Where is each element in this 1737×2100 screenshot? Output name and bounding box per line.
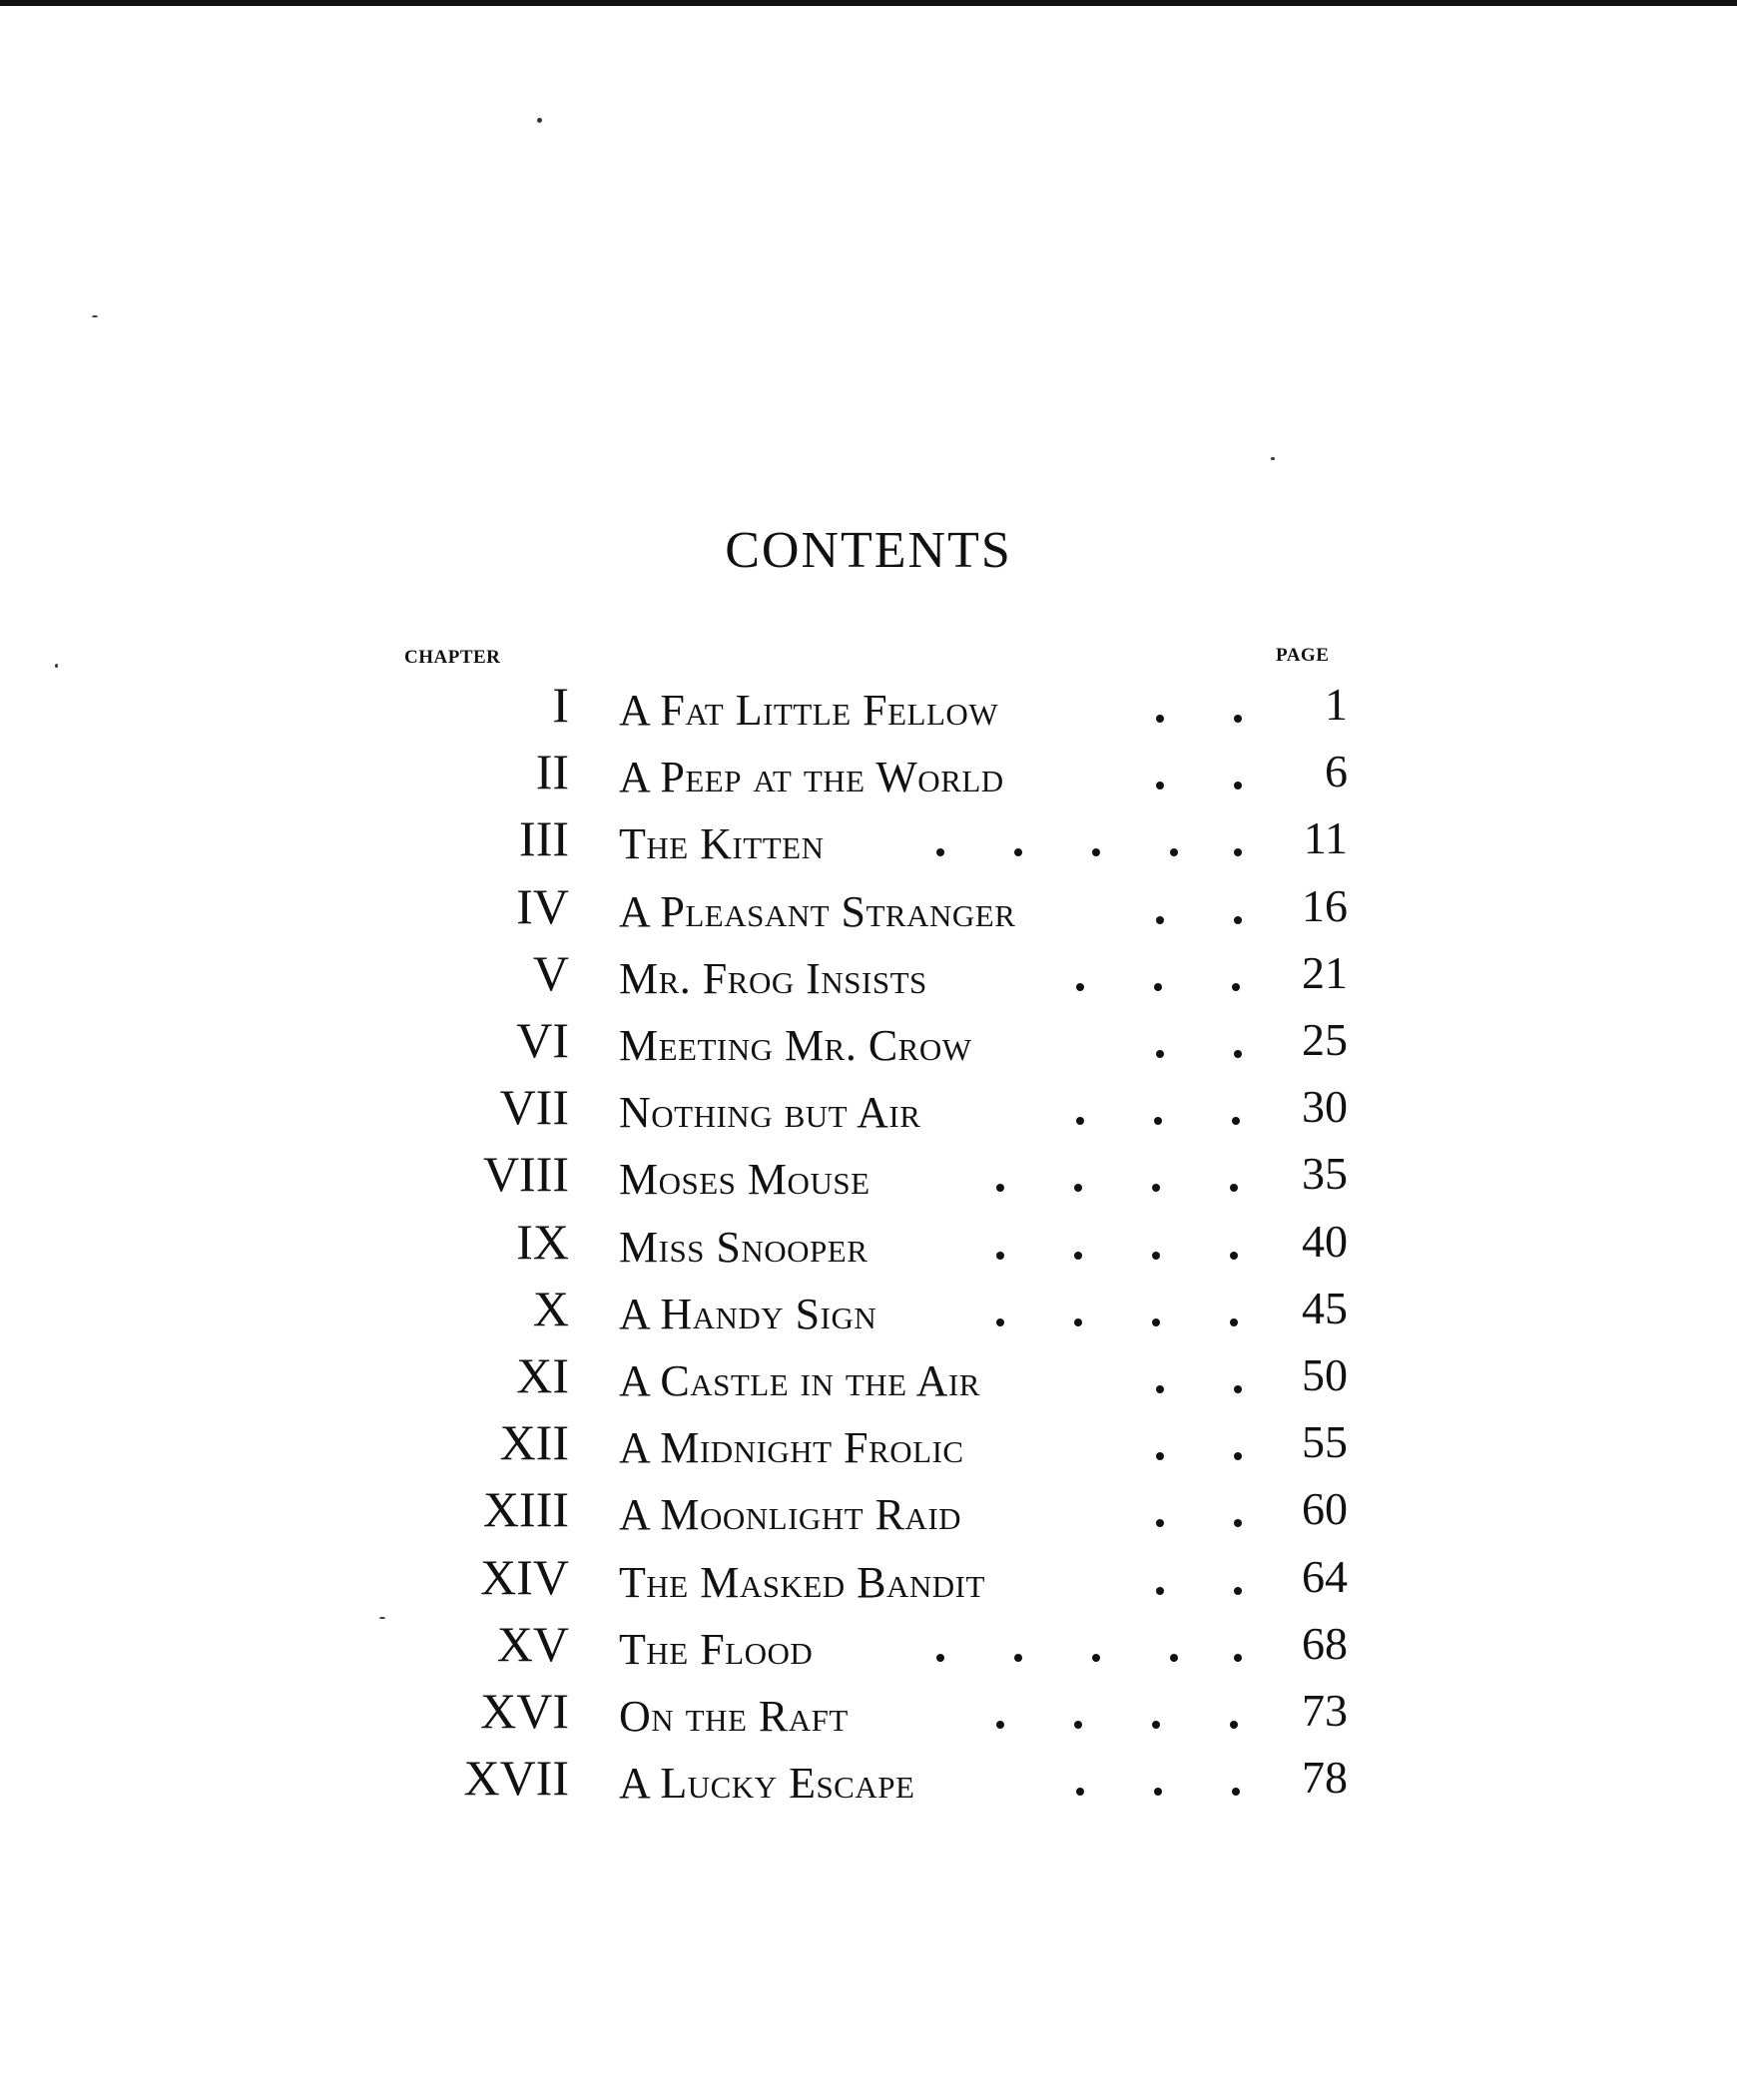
chapter-page-number: 40	[1302, 1215, 1348, 1267]
chapter-numeral: V	[532, 944, 569, 1001]
toc-row	[0, 1615, 1737, 1685]
leader-dot	[996, 1318, 1004, 1326]
chapter-numeral: VII	[499, 1079, 569, 1136]
leader-dot	[1076, 1117, 1084, 1125]
toc-row	[0, 1548, 1737, 1618]
chapter-title: The Kitten	[619, 819, 825, 869]
scan-speck	[537, 118, 542, 123]
leader-dot	[1152, 1721, 1160, 1729]
chapter-title: Moses Mouse	[619, 1155, 870, 1205]
chapter-title: The Masked Bandit	[619, 1557, 985, 1607]
leader-dot	[936, 1654, 944, 1662]
chapter-title: A Castle in the Air	[619, 1356, 980, 1405]
leader-dot	[1156, 1452, 1164, 1460]
chapter-title: A Moonlight Raid	[619, 1490, 962, 1540]
leader-dot	[1074, 1252, 1082, 1260]
chapter-title: A Peep at the World	[619, 753, 1004, 802]
toc-row	[0, 1685, 1737, 1752]
chapter-numeral: X	[532, 1280, 569, 1336]
leader-dot	[1092, 848, 1100, 856]
leader-dot	[1152, 1318, 1160, 1326]
chapter-numeral: I	[552, 677, 569, 733]
toc-row	[0, 812, 1737, 879]
chapter-numeral: XIV	[480, 1548, 569, 1605]
leader-dot	[1156, 916, 1164, 924]
chapter-page-number: 78	[1302, 1752, 1348, 1804]
chapter-numeral: II	[535, 744, 569, 800]
leader-dot	[1154, 983, 1162, 991]
toc-row	[0, 944, 1737, 1014]
leader-dot	[1230, 1318, 1238, 1326]
leader-dot	[1154, 1117, 1162, 1125]
chapter-page-number: 64	[1302, 1550, 1348, 1602]
chapter-page-number: 45	[1302, 1282, 1348, 1333]
chapter-page-number: 60	[1302, 1483, 1348, 1535]
chapter-page-number: 68	[1302, 1617, 1348, 1669]
page-column-label: PAGE	[1276, 645, 1330, 666]
leader-dot	[1230, 1721, 1238, 1729]
chapter-page-number: 73	[1302, 1685, 1348, 1736]
leader-dot	[1156, 715, 1164, 723]
leader-dot	[1232, 1788, 1240, 1796]
page-title: CONTENTS	[725, 522, 1012, 579]
chapter-title: Miss Snooper	[619, 1222, 868, 1272]
chapter-numeral: XVII	[463, 1750, 569, 1807]
chapter-page-number: 55	[1302, 1416, 1348, 1468]
toc-row	[0, 1483, 1737, 1550]
chapter-title: A Fat Little Fellow	[619, 686, 999, 735]
leader-dot	[1152, 1184, 1160, 1192]
toc-row	[0, 1349, 1737, 1416]
chapter-numeral: XI	[516, 1347, 569, 1403]
chapter-numeral: XIII	[482, 1481, 569, 1538]
toc-row	[0, 679, 1737, 746]
chapter-page-number: 16	[1302, 879, 1348, 931]
chapter-title: A Lucky Escape	[619, 1759, 915, 1809]
leader-dot	[1230, 1184, 1238, 1192]
leader-dot	[1234, 1385, 1242, 1393]
leader-dot	[936, 848, 944, 856]
leader-dot	[1232, 1117, 1240, 1125]
leader-dot	[996, 1184, 1004, 1192]
toc-row	[0, 1081, 1737, 1148]
leader-dot	[1156, 782, 1164, 789]
scan-speck	[1271, 457, 1275, 460]
leader-dot	[1156, 1050, 1164, 1058]
leader-dot	[1074, 1721, 1082, 1729]
toc-row	[0, 877, 1737, 947]
leader-dot	[1074, 1184, 1082, 1192]
leader-dot	[1170, 1654, 1178, 1662]
leader-dot	[1234, 1519, 1242, 1527]
leader-dot	[1014, 1654, 1022, 1662]
chapter-numeral: XV	[496, 1615, 569, 1672]
chapter-page-number: 11	[1303, 812, 1348, 864]
toc-row	[0, 1014, 1737, 1081]
chapter-title: A Pleasant Stranger	[619, 886, 1016, 936]
chapter-title: On the Raft	[619, 1692, 849, 1741]
leader-dot	[1156, 1587, 1164, 1595]
leader-dot	[1092, 1654, 1100, 1662]
chapter-numeral: IV	[516, 877, 569, 934]
leader-dot	[1234, 1050, 1242, 1058]
leader-dot	[1152, 1252, 1160, 1260]
leader-dot	[1076, 983, 1084, 991]
leader-dot	[1234, 916, 1242, 924]
leader-dot	[1076, 1788, 1084, 1796]
toc-row	[0, 1148, 1737, 1215]
chapter-page-number: 1	[1325, 679, 1348, 730]
chapter-page-number: 21	[1302, 946, 1348, 998]
toc-row	[0, 1752, 1737, 1819]
chapter-title: Nothing but Air	[619, 1088, 921, 1138]
chapter-page-number: 30	[1302, 1081, 1348, 1133]
leader-dot	[1156, 1519, 1164, 1527]
chapter-page-number: 50	[1302, 1349, 1348, 1400]
chapter-numeral: VI	[516, 1012, 569, 1068]
chapter-numeral: III	[519, 810, 569, 867]
scan-speck	[55, 664, 58, 668]
leader-dot	[1234, 715, 1242, 723]
leader-dot	[1230, 1252, 1238, 1260]
leader-dot	[1234, 782, 1242, 789]
chapter-page-number: 35	[1302, 1148, 1348, 1200]
chapter-numeral: XII	[499, 1414, 569, 1471]
toc-row	[0, 1280, 1737, 1349]
leader-dot	[996, 1721, 1004, 1729]
chapter-numeral: VIII	[482, 1146, 569, 1203]
chapter-title: The Flood	[619, 1624, 814, 1674]
leader-dot	[1014, 848, 1022, 856]
chapter-title: A Midnight Frolic	[619, 1423, 964, 1473]
toc-row	[0, 1416, 1737, 1483]
leader-dot	[1234, 1452, 1242, 1460]
leader-dot	[1074, 1318, 1082, 1326]
chapter-page-number: 6	[1325, 746, 1348, 797]
page-top-rule	[0, 0, 1737, 6]
toc-row	[0, 746, 1737, 812]
leader-dot	[1154, 1788, 1162, 1796]
leader-dot	[996, 1252, 1004, 1260]
scan-speck	[92, 315, 98, 317]
chapter-title: A Handy Sign	[619, 1289, 877, 1338]
chapter-title: Mr. Frog Insists	[619, 953, 927, 1003]
toc-row	[0, 1213, 1737, 1283]
chapter-page-number: 25	[1302, 1014, 1348, 1065]
leader-dot	[1156, 1385, 1164, 1393]
chapter-numeral: XVI	[480, 1683, 569, 1739]
leader-dot	[1232, 983, 1240, 991]
chapter-numeral: IX	[516, 1213, 569, 1270]
leader-dot	[1234, 1654, 1242, 1662]
leader-dot	[1234, 848, 1242, 856]
chapter-title: Meeting Mr. Crow	[619, 1021, 972, 1070]
chapter-column-label: CHAPTER	[404, 647, 501, 668]
leader-dot	[1234, 1587, 1242, 1595]
leader-dot	[1170, 848, 1178, 856]
